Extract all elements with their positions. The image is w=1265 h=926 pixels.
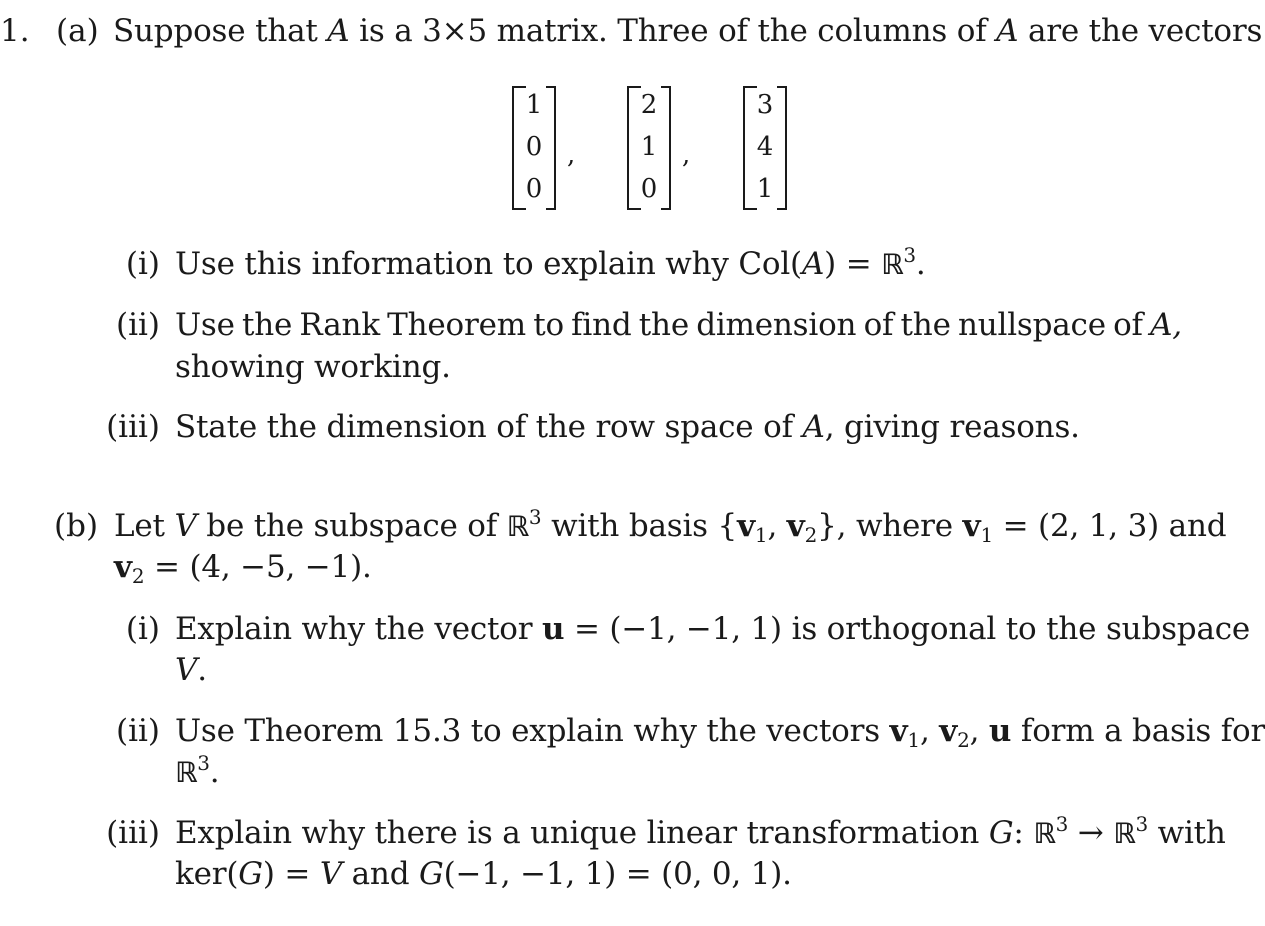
part-b-item-ii-line2: ℝ$^3$. (175, 751, 220, 790)
vector-entry: 0 (525, 174, 543, 204)
part-b-item-iii-line2: ker(G) = V and G(−1, −1, 1) = (0, 0, 1). (175, 856, 792, 892)
part-a-item-i-text: Use this information to explain why Col(A) = ℝ$^3$. (175, 243, 926, 282)
part-b-line1: Let V be the subspace of ℝ$^3$ with basis {$v_1$, $v_2$}, where $v_1 = (2$, 1, 3) and (114, 505, 1227, 547)
part-a-intro: Suppose that A is a 3×5 matrix. Three of the columns of A are the vectors (113, 13, 1263, 49)
part-a-item-ii-label: (ii) (115, 307, 160, 343)
part-a-item-ii-line2: showing working. (175, 349, 451, 385)
column-vector-3 (743, 86, 787, 210)
column-vector-2 (627, 86, 671, 210)
vector-entry: 1 (640, 132, 658, 162)
vector-comma: , (567, 140, 576, 170)
part-a-item-iii-text: State the dimension of the row space of A, giving reasons. (175, 409, 1080, 445)
part-b-item-iii-label: (iii) (106, 815, 160, 851)
question-number: 1. (0, 13, 30, 49)
vector-entry: 0 (525, 132, 543, 162)
part-a-item-iii-label: (iii) (106, 409, 160, 445)
part-b-item-ii-line1: Use Theorem 15.3 to explain why the vectors $v_1$, $v_2$, u form a basis for (175, 713, 1265, 752)
part-b-label: (b) (54, 508, 99, 544)
part-b-item-i-line2: V. (175, 652, 207, 688)
vector-comma: , (682, 140, 691, 170)
vector-entry: 1 (756, 174, 774, 204)
vector-entry: 3 (756, 90, 774, 120)
vector-entry: 2 (640, 90, 658, 120)
part-b-item-ii-label: (ii) (115, 713, 160, 749)
column-vector-1 (512, 86, 556, 210)
part-b-item-i-line1: Explain why the vector u = (−1, −1, 1) is orthogonal to the subspace (175, 611, 1251, 647)
part-a-item-ii-line1: Use the Rank Theorem to find the dimension of the nullspace of A, (175, 307, 1182, 343)
vector-entry: 1 (525, 90, 543, 120)
part-b-item-i-label: (i) (125, 611, 160, 647)
vector-entry: 4 (756, 132, 774, 162)
part-a-item-i-label: (i) (125, 246, 160, 282)
part-b-line2: $v_2 = (4$, −5, −1). (114, 549, 372, 588)
vector-entry: 0 (640, 174, 658, 204)
part-b-item-iii-line1: Explain why there is a unique linear transformation G: ℝ$^3$ → ℝ$^3$ with (175, 812, 1226, 851)
part-a-label: (a) (56, 13, 99, 49)
